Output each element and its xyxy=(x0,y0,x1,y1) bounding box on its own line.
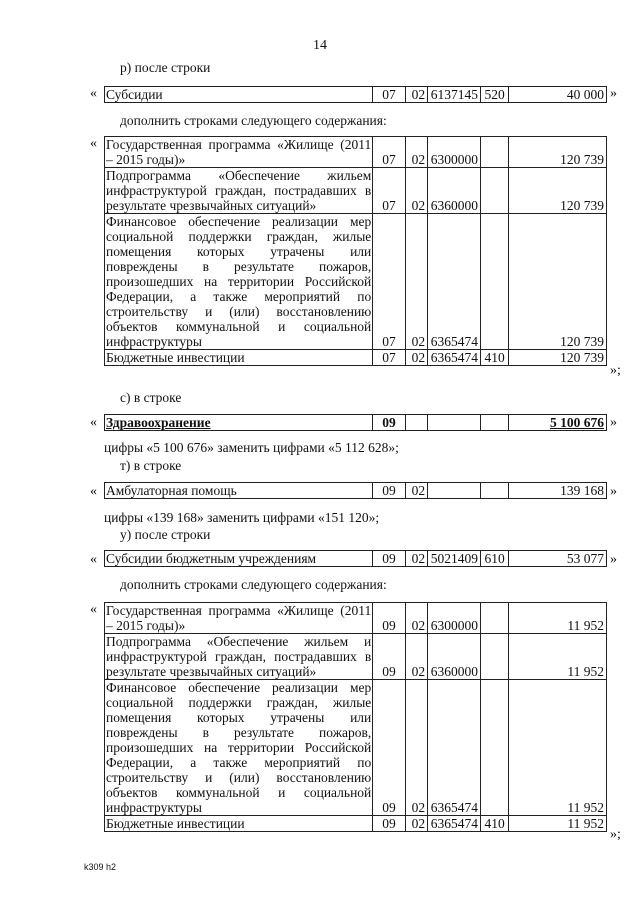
section-r-table xyxy=(104,86,607,103)
row-expense-type xyxy=(480,603,508,634)
row-target-article: 6365474 xyxy=(428,350,481,366)
row-subsection: 02 xyxy=(405,634,427,680)
row-expense-type xyxy=(480,214,508,350)
row-sum: 5 100 676 xyxy=(509,415,607,431)
row-name: Бюджетные инвестиции xyxy=(105,816,373,832)
row-name: Амбулаторная помощь xyxy=(105,483,373,499)
row-target-article: 6137145 xyxy=(428,87,481,103)
row-expense-type xyxy=(480,634,508,680)
row-name: Субсидии xyxy=(105,87,373,103)
table-row xyxy=(105,87,607,103)
close-quote: » xyxy=(610,484,617,499)
table-row xyxy=(105,168,607,214)
row-section: 07 xyxy=(373,87,406,103)
table-row xyxy=(105,680,607,816)
row-subsection: 02 xyxy=(405,350,427,366)
close-quote: » xyxy=(610,552,617,567)
table-row xyxy=(105,816,607,832)
row-expense-type xyxy=(480,680,508,816)
row-subsection: 02 xyxy=(405,87,427,103)
row-name: Государственная программа «Жилище (2011 – 2015 годы)» xyxy=(106,137,372,167)
row-subsection xyxy=(405,415,427,431)
row-target-article: 6360000 xyxy=(428,168,481,214)
row-expense-type: 410 xyxy=(480,350,508,366)
row-name: Финансовое обеспечение реализации мер социальной поддержки граждан, жилые помещения которых утрачены или повреждены в результате пожаров, произошедших на территории Российской Федерации, а также мероприятий по строительству и (или) восстановлению объектов коммунальной и социальной инфраструктуры xyxy=(106,680,372,815)
open-quote: « xyxy=(90,484,97,499)
row-sum: 11 952 xyxy=(509,634,607,680)
row-sum: 120 739 xyxy=(509,137,607,168)
row-sum: 11 952 xyxy=(509,680,607,816)
row-subsection: 02 xyxy=(405,816,427,832)
table-row xyxy=(105,551,607,567)
row-name: Подпрограмма «Обеспечение жильем и инфраструктурой граждан, пострадавших в результате чрезвычайных ситуаций» xyxy=(106,634,372,679)
row-expense-type: 610 xyxy=(480,551,508,567)
close-quote: » xyxy=(610,415,617,430)
row-section: 09 xyxy=(373,415,406,431)
section-s-heading: с) в строке xyxy=(120,390,182,405)
row-name: Бюджетные инвестиции xyxy=(105,350,373,366)
open-quote: « xyxy=(90,86,97,101)
row-sum: 120 739 xyxy=(509,168,607,214)
row-name: Субсидии бюджетным учреждениям xyxy=(105,551,373,567)
table-row xyxy=(105,483,607,499)
row-section: 09 xyxy=(373,634,406,680)
section-r-heading: р) после строки xyxy=(120,60,211,75)
table-row xyxy=(105,603,607,634)
section-t-replace: цифры «139 168» заменить цифрами «151 120»; xyxy=(104,510,380,525)
row-expense-type xyxy=(480,168,508,214)
row-section: 09 xyxy=(373,680,406,816)
row-target-article: 5021409 xyxy=(428,551,481,567)
row-target-article: 6365474 xyxy=(428,214,481,350)
row-name: Подпрограмма «Обеспечение жильем инфраструктурой граждан, пострадавших в результате чрезвычайных ситуаций» xyxy=(106,168,372,213)
row-subsection: 02 xyxy=(405,168,427,214)
row-expense-type xyxy=(480,415,508,431)
open-quote: « xyxy=(90,415,97,430)
row-target-article xyxy=(428,483,481,499)
section-r-instruction: дополнить строками следующего содержания: xyxy=(120,113,387,128)
section-u-instruction: дополнить строками следующего содержания: xyxy=(120,577,387,592)
row-target-article: 6300000 xyxy=(428,137,481,168)
section-u-table xyxy=(104,550,607,567)
row-subsection: 02 xyxy=(405,603,427,634)
open-quote: « xyxy=(90,602,97,617)
row-section: 07 xyxy=(373,137,406,168)
row-subsection: 02 xyxy=(405,214,427,350)
row-expense-type: 520 xyxy=(480,87,508,103)
table-row xyxy=(105,137,607,168)
row-section: 07 xyxy=(373,214,406,350)
open-quote: « xyxy=(90,552,97,567)
row-target-article: 6360000 xyxy=(428,634,481,680)
section-r-added-table xyxy=(104,136,607,366)
row-target-article xyxy=(428,415,481,431)
table-row xyxy=(105,214,607,350)
section-t-heading: т) в строке xyxy=(120,458,182,473)
row-section: 09 xyxy=(373,551,406,567)
row-target-article: 6365474 xyxy=(428,680,481,816)
row-name: Государственная программа «Жилище (2011 – 2015 годы)» xyxy=(106,603,372,633)
row-expense-type: 410 xyxy=(480,816,508,832)
row-sum: 120 739 xyxy=(509,350,607,366)
row-subsection: 02 xyxy=(405,680,427,816)
section-s-table xyxy=(104,414,607,431)
row-name: Здравоохранение xyxy=(105,415,373,431)
row-sum: 120 739 xyxy=(509,214,607,350)
row-sum: 53 077 xyxy=(509,551,607,567)
section-s-replace: цифры «5 100 676» заменить цифрами «5 112 628»; xyxy=(104,440,399,455)
close-quote: » xyxy=(610,86,617,101)
row-section: 09 xyxy=(373,483,406,499)
section-u-heading: у) после строки xyxy=(120,527,211,542)
row-section: 09 xyxy=(373,603,406,634)
row-sum: 139 168 xyxy=(509,483,607,499)
close-quote: »; xyxy=(610,363,621,378)
row-subsection: 02 xyxy=(405,551,427,567)
row-section: 07 xyxy=(373,168,406,214)
row-section: 07 xyxy=(373,350,406,366)
table-row xyxy=(105,350,607,366)
row-subsection: 02 xyxy=(405,137,427,168)
row-section: 09 xyxy=(373,816,406,832)
row-subsection: 02 xyxy=(405,483,427,499)
open-quote: « xyxy=(90,136,97,151)
footer-code: k309 h2 xyxy=(84,862,117,872)
section-t-table xyxy=(104,482,607,499)
row-target-article: 6365474 xyxy=(428,816,481,832)
table-row xyxy=(105,415,607,431)
close-quote: »; xyxy=(610,827,621,842)
section-u-added-table xyxy=(104,602,607,832)
row-sum: 11 952 xyxy=(509,816,607,832)
row-sum: 11 952 xyxy=(509,603,607,634)
row-name: Финансовое обеспечение реализации мер социальной поддержки граждан, жилые помещения которых утрачены или повреждены в результате пожаров, произошедших на территории Российской Федерации, а также мероприятий по строительству и (или) восстановлению объектов коммунальной и социальной инфраструктуры xyxy=(106,214,372,349)
row-target-article: 6300000 xyxy=(428,603,481,634)
page-number: 14 xyxy=(313,38,327,53)
row-expense-type xyxy=(480,137,508,168)
row-sum: 40 000 xyxy=(509,87,607,103)
table-row xyxy=(105,634,607,680)
row-expense-type xyxy=(480,483,508,499)
